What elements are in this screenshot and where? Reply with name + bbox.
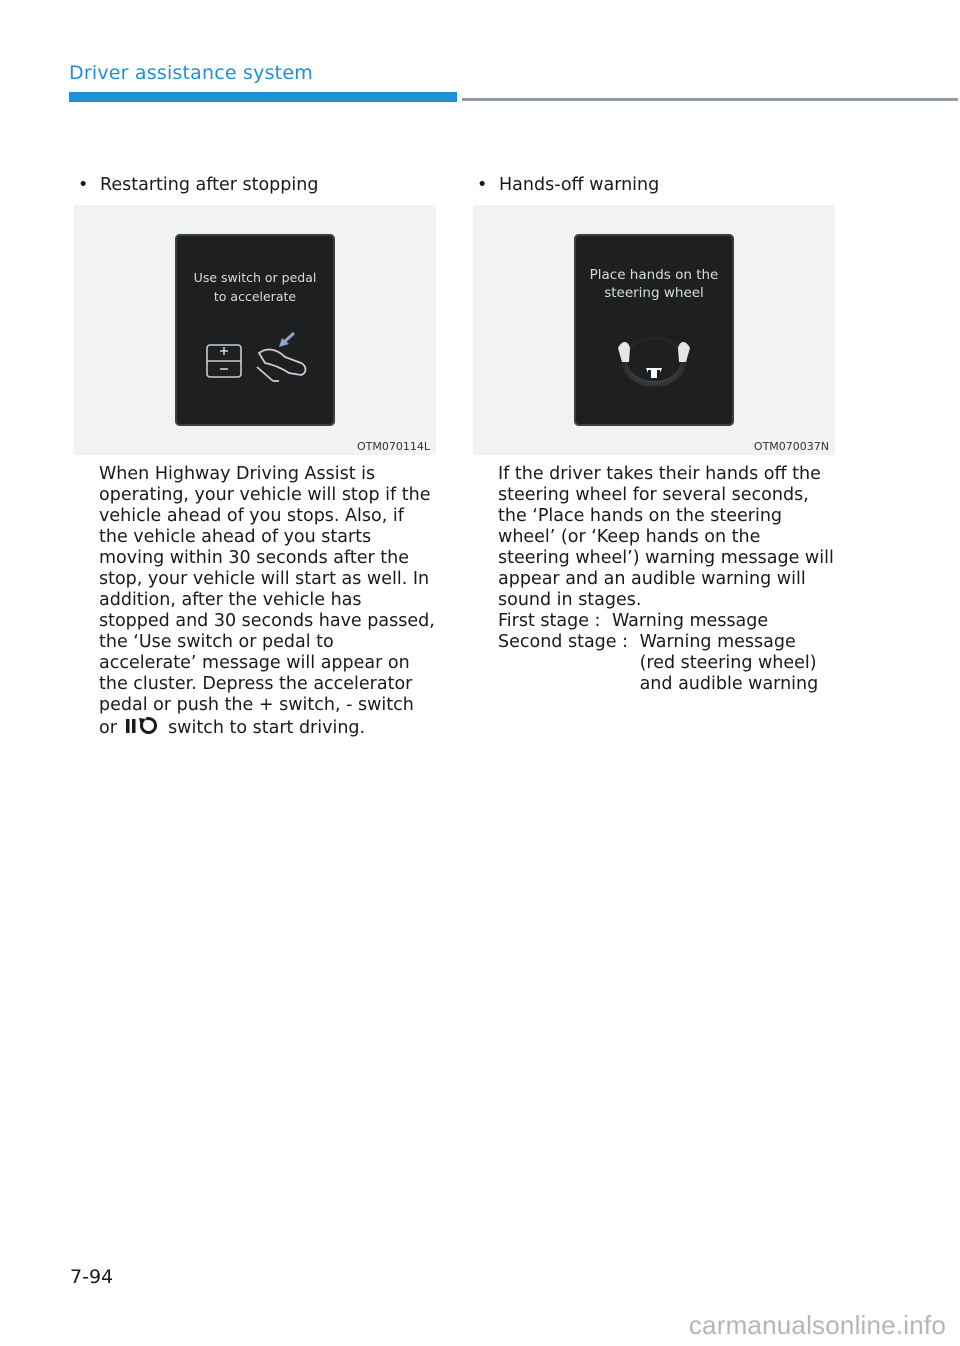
screen-message-line2: to accelerate xyxy=(213,289,297,304)
paragraph-hands-off: If the driver takes their hands off the steering wheel for several seconds, the ‘Place hands on the steering wheel’ (or ‘Keep hands on the steering wheel’) warning message will appear and an audible warning will sound in stages. xyxy=(498,464,834,610)
section-title: Driver assistance system xyxy=(69,62,313,84)
page-number: 7-94 xyxy=(70,1266,114,1288)
figure-hands-off xyxy=(473,205,835,455)
bullet-icon: • xyxy=(477,175,488,195)
bullet-label: Restarting after stopping xyxy=(100,175,319,195)
paragraph-text-2: switch to start driving. xyxy=(168,718,366,738)
steering-wheel-icon xyxy=(624,336,684,384)
stage-label: Second stage : xyxy=(498,632,634,652)
cluster-screen xyxy=(175,234,335,426)
figure-restart xyxy=(74,205,436,455)
bullet-label: Hands-off warning xyxy=(499,175,660,195)
pedal-icon xyxy=(257,350,306,381)
stage-value: Warning message (red steering wheel) and audible warning xyxy=(639,632,819,694)
resume-switch-icon xyxy=(124,716,160,742)
switch-icon xyxy=(207,345,241,377)
bullet-hands-off xyxy=(477,172,835,198)
screen-message-line2: steering wheel xyxy=(604,285,704,301)
hands-icon xyxy=(618,342,690,362)
header-bar-blue xyxy=(69,92,457,102)
arrow-icon xyxy=(279,333,294,347)
bullet-restarting xyxy=(78,172,436,198)
stage-first xyxy=(498,611,835,632)
right-column xyxy=(473,172,835,695)
paragraph-restart xyxy=(99,464,436,742)
stage-value: Warning message xyxy=(612,611,769,631)
left-column xyxy=(74,172,436,742)
stage-second xyxy=(498,632,835,695)
stage-label: First stage : xyxy=(498,611,606,631)
screen-message-line1: Use switch or pedal xyxy=(193,270,317,285)
figure-code: OTM070114L xyxy=(357,440,430,453)
bullet-icon: • xyxy=(78,175,89,195)
header-bar-gray xyxy=(462,98,958,101)
paragraph-text-1: When Highway Driving Assist is operating, your vehicle will stop if the vehicle ahead of you stops. Also, if the vehicle ahead of you starts moving within 30 seconds after the stop, your vehicle will start as well. In addition, after the vehicle has stopped and 30 seconds have passed, the ‘Use switch or pedal to accelerate’ message will appear on the cluster. Depress the accelerator pedal or push the + switch, - switch or xyxy=(99,464,435,738)
cluster-screen xyxy=(574,234,734,426)
watermark: carmanualsonline.info xyxy=(688,1310,946,1340)
screen-message-line1: Place hands on the xyxy=(589,267,719,283)
figure-code: OTM070037N xyxy=(753,440,829,453)
